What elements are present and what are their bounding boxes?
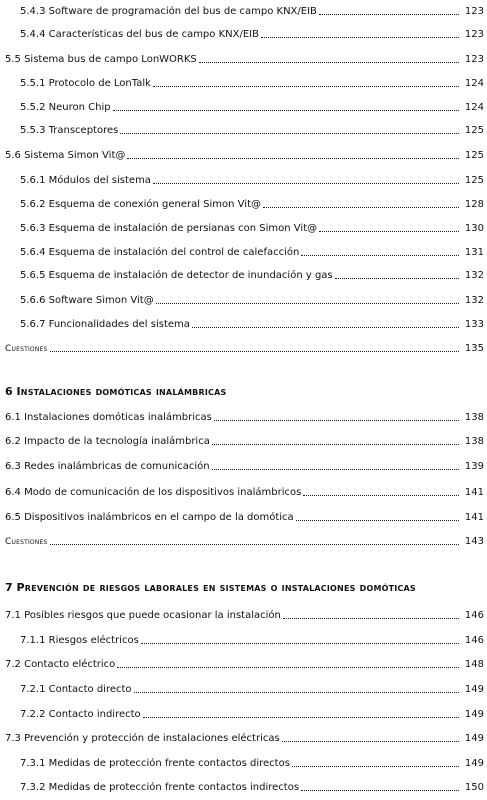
- toc-entry-label: 6.1 Instalaciones domóticas inalámbricas: [5, 412, 212, 423]
- toc-entry: [20, 100, 487, 114]
- toc-entry: [20, 221, 487, 235]
- leader-dots: [212, 468, 459, 470]
- leader-dots: [301, 789, 459, 791]
- chapter-number: 6: [5, 385, 13, 398]
- toc-entry-page: 124: [464, 102, 484, 113]
- toc-entry-label: 5.6.7 Funcionalidades del sistema: [20, 319, 190, 330]
- leader-dots: [127, 157, 459, 159]
- leader-dots: [199, 61, 459, 63]
- leader-dots: [319, 13, 459, 15]
- toc-entry-page: 149: [464, 758, 484, 769]
- leader-dots: [296, 519, 459, 521]
- leader-dots: [263, 206, 459, 208]
- toc-entry-page: 139: [464, 461, 484, 472]
- toc-entry-page: 149: [464, 733, 484, 744]
- leader-dots: [117, 666, 459, 668]
- toc-entry-label: 5.5.3 Transceptores: [20, 125, 119, 136]
- toc-entry-page: 149: [464, 709, 484, 720]
- chapter-title: Prevención de riesgos laborales en sistemas o instalaciones domóticas: [16, 581, 416, 594]
- toc-entry-cuestiones: [5, 534, 487, 548]
- toc-entry-page: 125: [464, 175, 484, 186]
- chapter-number: 7: [5, 581, 13, 594]
- toc-entry-label: 5.6 Sistema Simon Vit@: [5, 150, 126, 161]
- leader-dots: [192, 326, 459, 328]
- leader-dots: [212, 443, 459, 445]
- toc-entry: [20, 4, 487, 18]
- toc-entry-label: 6.4 Modo de comunicación de los dispositivos inalámbricos: [5, 487, 302, 498]
- toc-entry: [20, 756, 487, 770]
- toc-entry-label: 5.6.3 Esquema de instalación de persianas con Simon Vit@: [20, 223, 318, 234]
- toc-entry: [20, 123, 487, 137]
- toc-entry-label: Cuestiones: [5, 537, 48, 547]
- toc-entry-label: 7.3.1 Medidas de protección frente contactos directos: [20, 758, 290, 769]
- leader-dots: [301, 254, 459, 256]
- toc-entry-label: 7.1.1 Riesgos eléctricos: [20, 635, 139, 646]
- leader-dots: [153, 85, 459, 87]
- toc-entry: [20, 633, 487, 647]
- toc-entry: [20, 780, 487, 794]
- leader-dots: [283, 617, 459, 619]
- toc-entry-page: 132: [464, 270, 484, 281]
- leader-dots: [153, 182, 459, 184]
- leader-dots: [214, 419, 459, 421]
- toc-entry: [5, 410, 487, 424]
- toc-entry-page: 123: [464, 54, 484, 65]
- toc-entry-page: 149: [464, 684, 484, 695]
- chapter-title: Instalaciones domóticas inalámbricas: [16, 385, 227, 398]
- toc-entry-label: 5.5 Sistema bus de campo LonWORKS: [5, 54, 197, 65]
- toc-entry: [20, 27, 487, 41]
- toc-entry: [5, 148, 487, 162]
- toc-entry-page: 131: [464, 247, 484, 258]
- leader-dots: [141, 642, 459, 644]
- leader-dots: [335, 277, 459, 279]
- leader-dots: [156, 302, 459, 304]
- toc-entry-label: Cuestiones: [5, 344, 48, 354]
- toc-entry: [20, 293, 487, 307]
- toc-entry-page: 123: [464, 29, 484, 40]
- toc-entry-label: 7.2 Contacto eléctrico: [5, 659, 116, 670]
- toc-entry: [20, 197, 487, 211]
- leader-dots: [282, 740, 459, 742]
- leader-dots: [113, 109, 459, 111]
- toc-entry: [5, 434, 487, 448]
- toc-entry-page: 141: [464, 512, 484, 523]
- toc-entry-page: 123: [464, 6, 484, 17]
- toc-entry-page: 143: [464, 536, 484, 547]
- toc-entry: [20, 76, 487, 90]
- toc-entry: [5, 459, 487, 473]
- leader-dots: [50, 543, 459, 545]
- chapter-heading: [5, 581, 416, 594]
- toc-entry: [20, 245, 487, 259]
- toc-entry-page: 146: [464, 610, 484, 621]
- toc-entry: [20, 682, 487, 696]
- chapter-heading: [5, 385, 226, 398]
- toc-entry: [5, 510, 487, 524]
- toc-entry-page: 128: [464, 199, 484, 210]
- toc-entry-page: 135: [464, 343, 484, 354]
- toc-entry: [5, 608, 487, 622]
- toc-entry-page: 130: [464, 223, 484, 234]
- toc-entry-page: 138: [464, 412, 484, 423]
- toc-entry-page: 124: [464, 78, 484, 89]
- toc-entry-label: 5.6.1 Módulos del sistema: [20, 175, 151, 186]
- toc-entry-label: 6.3 Redes inalámbricas de comunicación: [5, 461, 210, 472]
- toc-entry-page: 141: [464, 487, 484, 498]
- leader-dots: [120, 132, 459, 134]
- toc-entry: [5, 731, 487, 745]
- toc-entry-label: 6.2 Impacto de la tecnología inalámbrica: [5, 436, 210, 447]
- toc-entry-label: 5.6.4 Esquema de instalación del control de calefacción: [20, 247, 300, 258]
- leader-dots: [292, 765, 459, 767]
- leader-dots: [143, 716, 459, 718]
- toc-entry: [20, 173, 487, 187]
- toc-entry-label: 6.5 Dispositivos inalámbricos en el campo de la domótica: [5, 512, 294, 523]
- toc-entry-page: 150: [464, 782, 484, 793]
- toc-entry-cuestiones: [5, 341, 487, 355]
- toc-entry: [5, 52, 487, 66]
- leader-dots: [50, 350, 459, 352]
- toc-entry-page: 133: [464, 319, 484, 330]
- toc-entry-page: 146: [464, 635, 484, 646]
- toc-entry-label: 5.4.3 Software de programación del bus de campo KNX/EIB: [20, 6, 317, 17]
- toc-entry-page: 138: [464, 436, 484, 447]
- toc-entry-label: 5.6.5 Esquema de instalación de detector de inundación y gas: [20, 270, 333, 281]
- leader-dots: [134, 691, 459, 693]
- toc-entry: [20, 707, 487, 721]
- toc-entry-page: 125: [464, 125, 484, 136]
- toc-entry-label: 7.2.1 Contacto directo: [20, 684, 132, 695]
- toc-entry: [5, 657, 487, 671]
- toc-entry-label: 5.6.6 Software Simon Vit@: [20, 295, 154, 306]
- toc-entry-label: 7.1 Posibles riesgos que puede ocasionar la instalación: [5, 610, 281, 621]
- toc-entry: [20, 268, 487, 282]
- toc-entry-page: 132: [464, 295, 484, 306]
- leader-dots: [319, 230, 459, 232]
- toc-entry-label: 7.3 Prevención y protección de instalaciones eléctricas: [5, 733, 280, 744]
- toc-entry-page: 125: [464, 150, 484, 161]
- toc-entry-label: 7.3.2 Medidas de protección frente contactos indirectos: [20, 782, 300, 793]
- toc-entry: [20, 317, 487, 331]
- toc-entry: [5, 485, 487, 499]
- toc-entry-label: 7.2.2 Contacto indirecto: [20, 709, 141, 720]
- leader-dots: [261, 36, 459, 38]
- toc-entry-page: 148: [464, 659, 484, 670]
- leader-dots: [303, 494, 459, 496]
- toc-entry-label: 5.5.2 Neuron Chip: [20, 102, 111, 113]
- toc-entry-label: 5.5.1 Protocolo de LonTalk: [20, 78, 151, 89]
- toc-entry-label: 5.6.2 Esquema de conexión general Simon Vit@: [20, 199, 261, 210]
- toc-entry-label: 5.4.4 Características del bus de campo KNX/EIB: [20, 29, 259, 40]
